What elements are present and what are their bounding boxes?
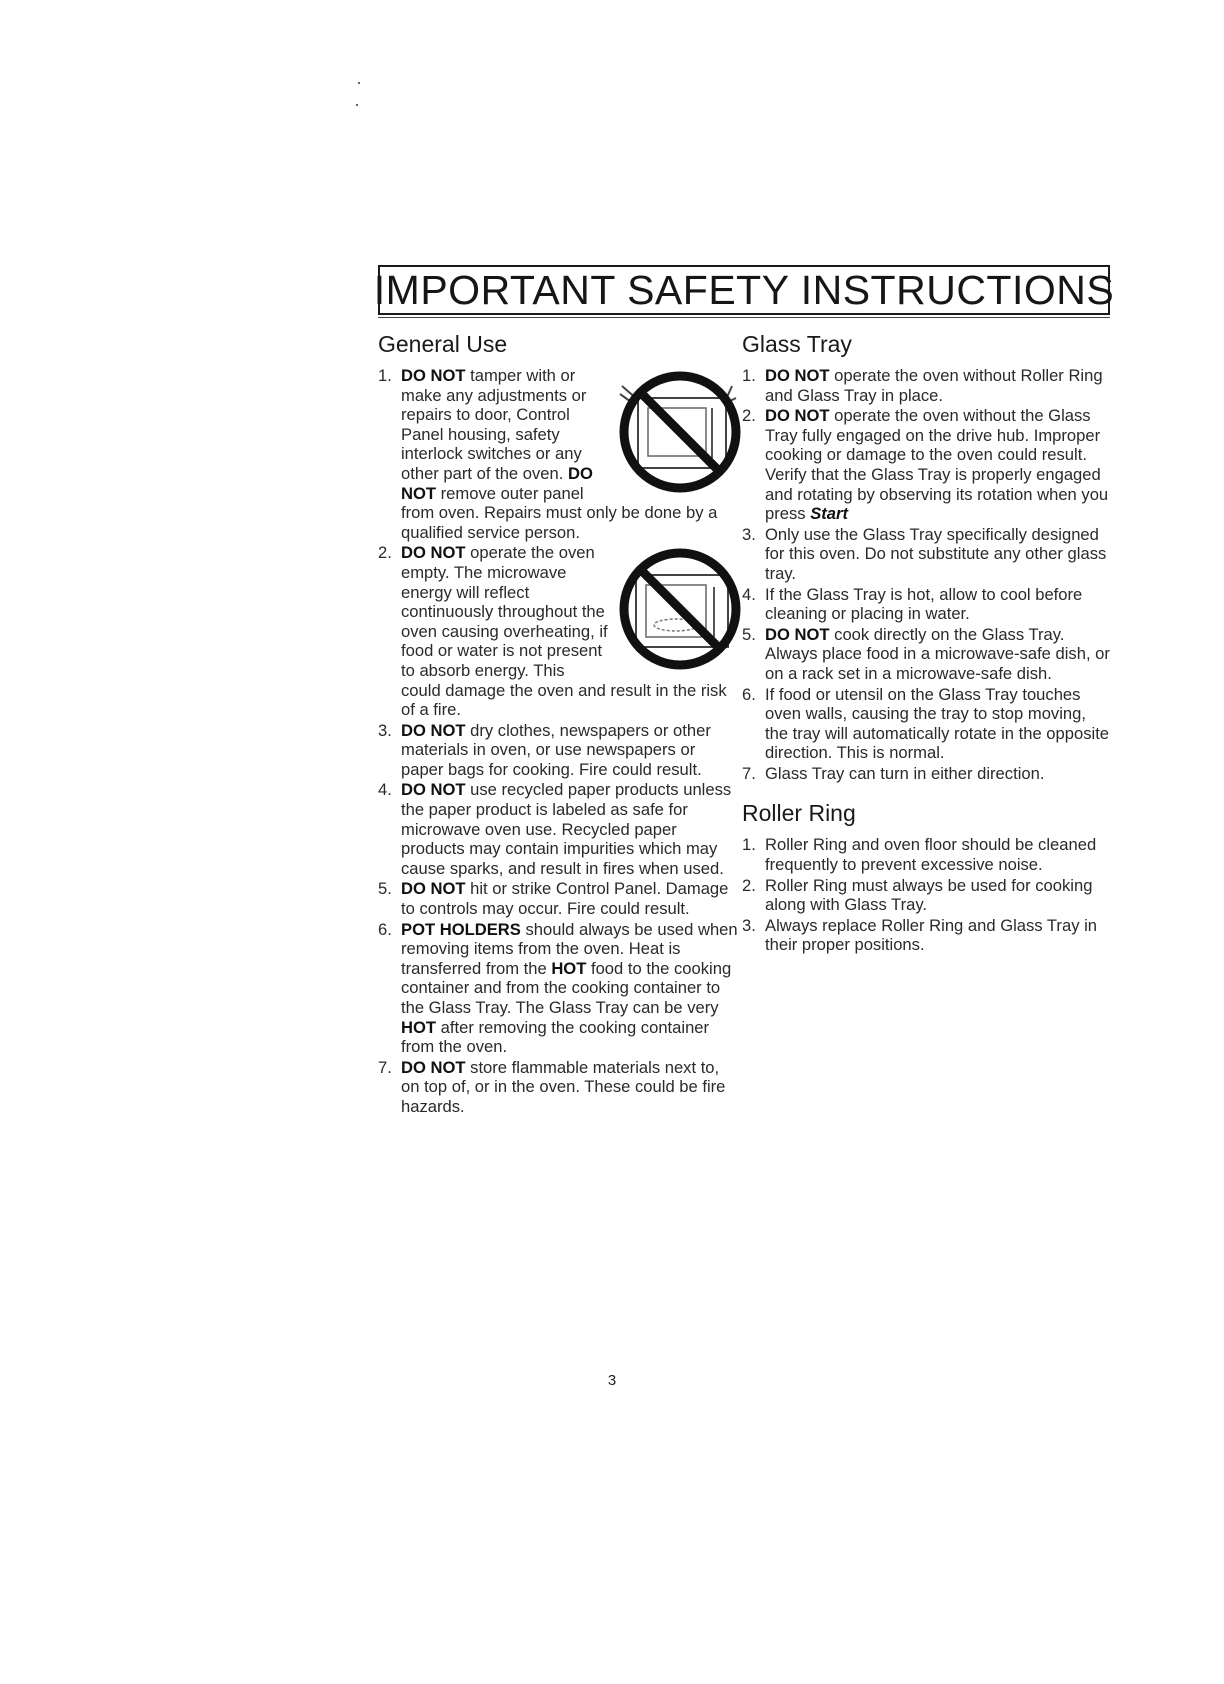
glass-tray-list (742, 366, 1110, 783)
title-banner (373, 265, 1115, 315)
glass-tray-column (742, 330, 1110, 956)
list-item (742, 685, 1110, 763)
no-empty-oven-icon (614, 545, 744, 673)
item-text: Always replace Roller Ring and Glass Tray in their proper positions. (765, 915, 1098, 955)
start-key-label: Start (810, 504, 848, 524)
item-number: 1. (742, 835, 756, 855)
item-number: 6. (742, 684, 756, 704)
item-text: Only use the Glass Tray specifically designed for this oven. Do not substitute any other glass tray. (765, 524, 1107, 583)
page-number: 3 (607, 1372, 617, 1389)
warning-strong: DO NOT (401, 879, 466, 899)
list-item (742, 916, 1110, 955)
item-number: 2. (742, 406, 756, 426)
item-text: store flammable materials next to, on top of, or in the oven. These could be fire hazards. (401, 1057, 726, 1116)
list-item (378, 543, 740, 719)
page-title: IMPORTANT SAFETY INSTRUCTIONS (373, 266, 1115, 313)
list-item (378, 721, 740, 780)
item-text: remove outer panel from oven. Repairs must only be done by a qualified service person. (401, 483, 718, 542)
warning-strong: DO NOT (765, 624, 830, 644)
item-number: 2. (378, 543, 392, 563)
list-item (742, 366, 1110, 405)
section-heading-glass-tray: Glass Tray (742, 331, 852, 357)
item-text: Roller Ring and oven floor should be cleaned frequently to prevent excessive noise. (765, 835, 1097, 875)
item-text: If food or utensil on the Glass Tray touches oven walls, causing the tray to stop moving, the tray will automatically rotate in the opposite direction. This is normal. (765, 684, 1110, 763)
list-item (742, 876, 1110, 915)
scan-speck (358, 82, 360, 84)
item-number: 4. (742, 584, 756, 604)
list-item (378, 366, 740, 542)
warning-strong: DO NOT (401, 543, 466, 563)
list-item (742, 625, 1110, 684)
title-underline (378, 317, 1110, 318)
item-text: tamper with or make any adjustments or repairs to door, Control Panel housing, safety interlock switches or any other part of the oven. (401, 366, 587, 483)
scan-speck (356, 104, 358, 106)
item-text: should always be used when removing items from the oven. Heat is transferred from the (401, 919, 738, 978)
list-item (742, 406, 1110, 524)
warning-strong: DO NOT (765, 366, 830, 385)
list-item (378, 780, 740, 878)
general-use-list (378, 366, 740, 1117)
general-use-column (378, 330, 740, 1118)
list-item (742, 764, 1110, 784)
item-number: 5. (378, 879, 392, 899)
warning-strong: DO NOT (401, 780, 466, 800)
item-text: use recycled paper products unless the paper product is labeled as safe for microwave oven use. Recycled paper products may contain impurities which may cause sparks, and result in fires when used. (401, 780, 732, 878)
item-text: Roller Ring must always be used for cooking along with Glass Tray. (765, 875, 1093, 915)
section-heading-roller-ring: Roller Ring (742, 800, 856, 827)
list-item (378, 879, 740, 918)
item-text: operate the oven without the Glass Tray fully engaged on the drive hub. Improper cooking or damage to the oven could result. Verify that the Glass Tray is properly engaged and rotating by observing its rotation when you press (765, 406, 1109, 524)
list-item (742, 835, 1110, 874)
item-text: operate the oven empty. The microwave energy will reflect continuously throughout the oven causing overheating, if food or water is not present to absorb energy. This could damage the oven and result in the risk of a fire. (401, 543, 727, 720)
item-number: 4. (378, 780, 392, 800)
item-number: 3. (742, 524, 756, 544)
item-number: 2. (742, 875, 756, 895)
warning-strong: DO NOT (401, 366, 466, 385)
item-number: 3. (742, 915, 756, 935)
list-item (378, 920, 740, 1057)
warning-strong: DO NOT (401, 1057, 466, 1077)
item-text: If the Glass Tray is hot, allow to cool before cleaning or placing in water. (765, 584, 1083, 624)
item-text: hit or strike Control Panel. Damage to controls may occur. Fire could result. (401, 879, 729, 919)
warning-strong: HOT (551, 958, 587, 978)
item-number: 3. (378, 720, 392, 740)
section-heading-general-use: General Use (378, 331, 508, 357)
item-text: operate the oven without Roller Ring and Glass Tray in place. (765, 366, 1103, 405)
no-tools-on-oven-icon (614, 368, 744, 496)
item-text: Glass Tray can turn in either direction. (765, 763, 1045, 783)
item-text: food to the cooking container and from the cooking container to the Glass Tray. The Glass Tray can be very (401, 958, 732, 1017)
roller-ring-list (742, 835, 1110, 955)
item-text: after removing the cooking container from the oven. (401, 1017, 710, 1057)
list-item (742, 525, 1110, 584)
item-text: dry clothes, newspapers or other materials in oven, or use newspapers or paper bags for cooking. Fire could result. (401, 720, 711, 779)
item-number: 7. (742, 763, 756, 783)
item-number: 6. (378, 919, 392, 939)
list-item (378, 1058, 740, 1117)
warning-strong: DO NOT (401, 463, 593, 503)
warning-strong: POT HOLDERS (401, 919, 521, 939)
item-number: 7. (378, 1057, 392, 1077)
item-number: 1. (742, 366, 756, 385)
warning-strong: HOT (401, 1017, 437, 1037)
item-number: 1. (378, 366, 392, 385)
list-item (742, 585, 1110, 624)
item-number: 5. (742, 624, 756, 644)
item-text: cook directly on the Glass Tray. Always place food in a microwave-safe dish, or on a rack set in a microwave-safe dish. (765, 624, 1110, 683)
warning-strong: DO NOT (765, 406, 830, 426)
warning-strong: DO NOT (401, 720, 466, 740)
